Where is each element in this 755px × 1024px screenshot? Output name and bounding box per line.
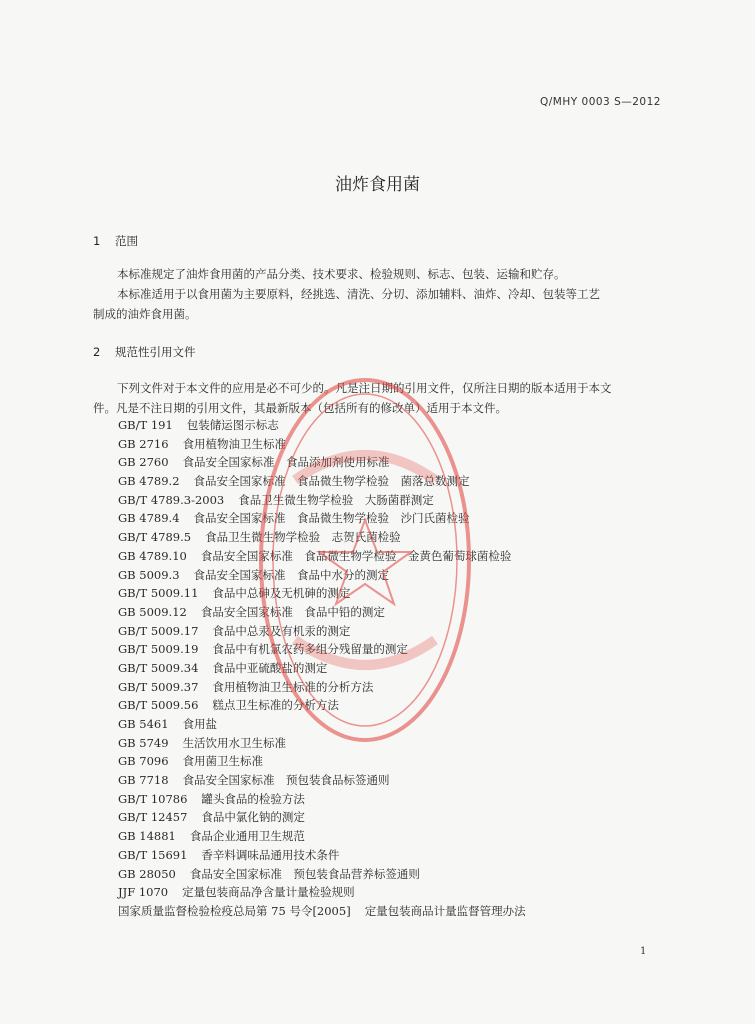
ref-title: 食品中氯化钠的测定: [201, 810, 305, 825]
reference-item: [118, 640, 526, 659]
ref-code: 国家质量监督检验检疫总局第 75 号令[2005]: [118, 903, 351, 918]
intro-paragraph: 件。凡是不注日期的引用文件，其最新版本（包括所有的修改单）适用于本文件。: [93, 401, 507, 415]
standard-code: Q/MHY 0003 S—2012: [540, 96, 661, 108]
reference-item: [118, 509, 526, 528]
ref-title: 食品安全国家标准 预包装食品营养标签通则: [189, 866, 420, 881]
ref-title: 食品中总砷及无机砷的测定: [212, 586, 351, 601]
ref-code: GB/T 5009.56: [118, 698, 199, 713]
ref-title: 定量包装商品计量监督管理办法: [364, 903, 526, 918]
reference-item: [118, 622, 526, 641]
ref-title: 糕点卫生标准的分析方法: [212, 698, 339, 713]
ref-title: 香辛料调味品通用技术条件: [201, 847, 340, 862]
reference-item: [118, 453, 526, 472]
page-number: 1: [640, 946, 647, 957]
ref-code: GB/T 191: [118, 418, 173, 432]
ref-title: 食品安全国家标准 食品中水分的测定: [193, 567, 390, 582]
reference-item: [118, 547, 526, 566]
ref-title: 食用菌卫生标准: [182, 754, 264, 769]
document-title: 油炸食用菌: [335, 175, 420, 195]
reference-item: [118, 528, 526, 547]
ref-title: 食品中亚硫酸盐的测定: [212, 660, 328, 675]
reference-item: [118, 416, 526, 435]
section-title: 规范性引用文件: [115, 345, 196, 359]
reference-item: [118, 715, 526, 734]
ref-title: 包装储运图示标志: [186, 418, 279, 432]
scope-text: [93, 264, 658, 324]
reference-item: [118, 734, 526, 753]
ref-title: 食品企业通用卫生规范: [189, 829, 305, 844]
reference-item: [118, 902, 526, 921]
ref-code: GB 7096: [118, 754, 169, 769]
section-heading-normative-references: [93, 344, 196, 360]
ref-code: GB 14881: [118, 829, 176, 844]
ref-title: 食用植物油卫生标准的分析方法: [212, 679, 374, 694]
reference-item: [118, 566, 526, 585]
ref-title: 食品卫生微生物学检验 大肠菌群测定: [238, 492, 434, 507]
ref-title: 食品安全国家标准 食品中铅的测定: [200, 604, 385, 619]
reference-item: [118, 808, 526, 827]
ref-code: GB 4789.4: [118, 511, 180, 526]
ref-code: GB 5009.12: [118, 604, 187, 619]
intro-paragraph: 下列文件对于本文件的应用是必不可少的。凡是注日期的引用文件，仅所注日期的版本适用于本文: [117, 381, 612, 395]
reference-intro: [93, 378, 658, 418]
ref-title: 食用盐: [182, 717, 218, 731]
reference-list: [118, 416, 526, 921]
reference-item: [118, 491, 526, 510]
ref-title: 食品安全国家标准 预包装食品标签通则: [182, 773, 390, 788]
ref-code: GB/T 4789.3-2003: [118, 492, 225, 507]
ref-code: GB 2716: [118, 436, 169, 451]
ref-code: GB 2760: [118, 455, 169, 470]
ref-title: 食品中总汞及有机汞的测定: [212, 623, 351, 638]
ref-title: 生活饮用水卫生标准: [182, 735, 287, 750]
ref-code: GB/T 15691: [118, 847, 188, 862]
reference-item: [118, 659, 526, 678]
reference-item: [118, 827, 526, 846]
ref-code: GB/T 4789.5: [118, 530, 192, 545]
ref-title: 食品卫生微生物学检验 志贺氏菌检验: [205, 530, 401, 545]
scope-paragraph: 本标准适用于以食用菌为主要原料，经挑选、清洗、分切、添加辅料、油炸、冷却、包装等工艺: [117, 287, 600, 301]
section-heading-scope: [93, 233, 138, 249]
reference-item: [118, 883, 526, 902]
reference-item: [118, 696, 526, 715]
reference-item: [118, 472, 526, 491]
ref-title: 罐头食品的检验方法: [201, 791, 305, 806]
scope-paragraph: 本标准规定了油炸食用菌的产品分类、技术要求、检验规则、标志、包装、运输和贮存。: [117, 267, 566, 281]
ref-code: GB 7718: [118, 773, 169, 788]
reference-item: [118, 865, 526, 884]
ref-code: GB/T 5009.19: [118, 642, 199, 657]
reference-item: [118, 678, 526, 697]
ref-code: GB/T 5009.11: [118, 586, 199, 601]
ref-code: GB/T 12457: [118, 810, 188, 825]
reference-item: [118, 435, 526, 454]
ref-title: 食品安全国家标准 食品微生物学检验 金黄色葡萄球菌检验: [200, 548, 512, 563]
ref-code: GB 5461: [118, 717, 169, 731]
ref-title: 食品安全国家标准 食品微生物学检验 菌落总数测定: [193, 474, 470, 489]
reference-item: [118, 603, 526, 622]
ref-title: 食用植物油卫生标准: [182, 436, 287, 451]
reference-item: [118, 846, 526, 865]
ref-title: 食品安全国家标准 食品微生物学检验 沙门氏菌检验: [193, 511, 470, 526]
ref-code: GB/T 5009.17: [118, 623, 199, 638]
ref-code: GB/T 5009.37: [118, 679, 199, 694]
section-number: 1: [93, 234, 101, 248]
ref-code: GB 5749: [118, 735, 169, 750]
reference-item: [118, 790, 526, 809]
section-number: 2: [93, 345, 101, 359]
ref-code: GB/T 10786: [118, 791, 188, 806]
ref-title: 定量包装商品净含量计量检验规则: [182, 885, 355, 900]
reference-item: [118, 584, 526, 603]
scope-paragraph: 制成的油炸食用菌。: [93, 307, 197, 321]
ref-code: GB 4789.10: [118, 548, 187, 563]
ref-title: 食品中有机氯农药多组分残留量的测定: [212, 642, 408, 657]
ref-code: JJF 1070: [118, 885, 169, 900]
ref-code: GB 28050: [118, 866, 176, 881]
section-title: 范围: [115, 234, 138, 248]
reference-item: [118, 752, 526, 771]
reference-item: [118, 771, 526, 790]
ref-code: GB 4789.2: [118, 474, 180, 489]
ref-title: 食品安全国家标准 食品添加剂使用标准: [182, 455, 390, 470]
ref-code: GB 5009.3: [118, 567, 180, 582]
ref-code: GB/T 5009.34: [118, 660, 199, 675]
